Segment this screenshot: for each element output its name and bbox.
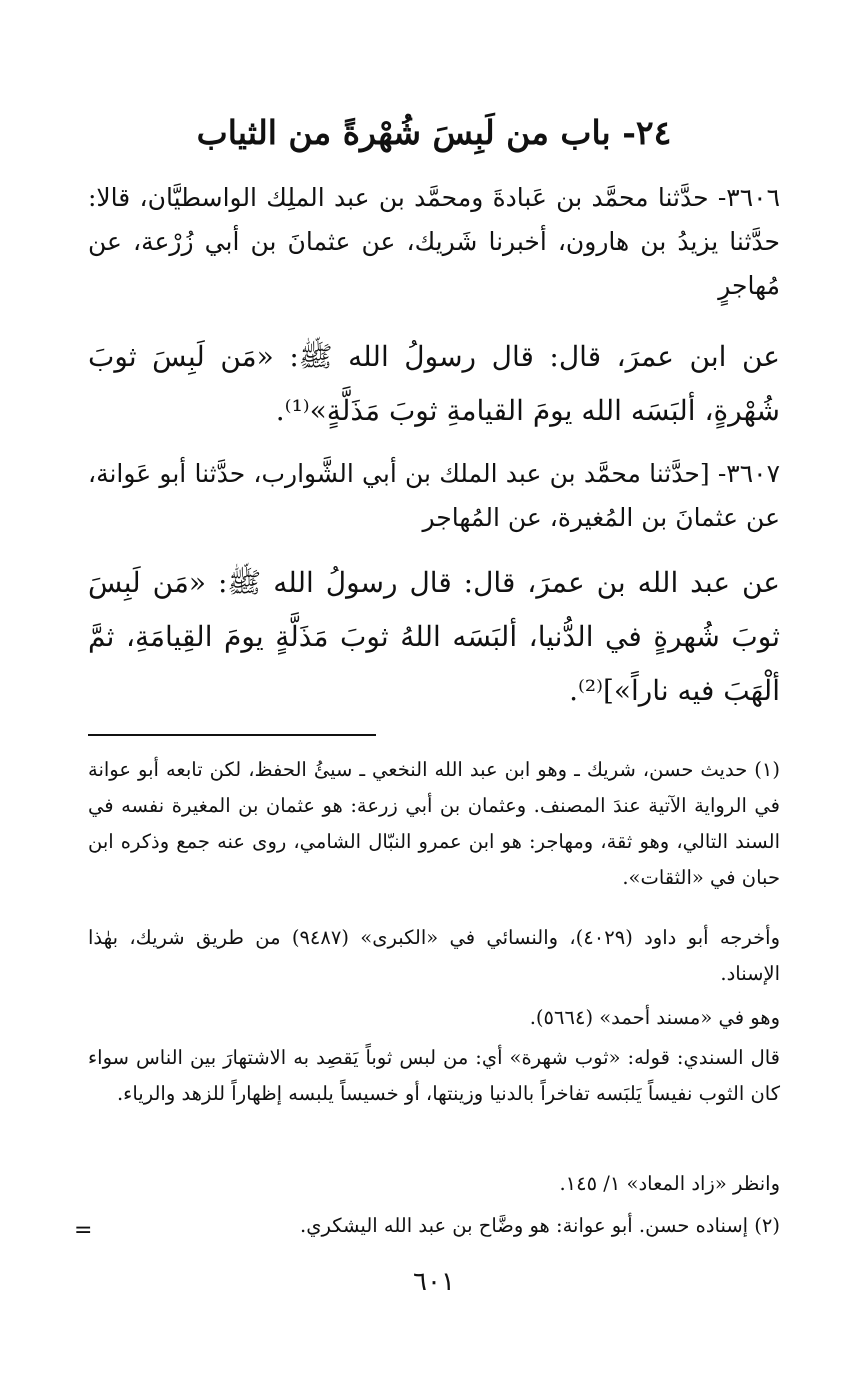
- footnote-1-zad-al-maad: وانظر «زاد المعاد» ١/ ١٤٥.: [559, 1172, 780, 1195]
- hadith-3607-isnad: ٣٦٠٧- [حدَّثنا محمَّد بن عبد الملك بن أبي الشَّوارب، حدَّثنا أبو عَوانة، عن عثمانَ بن المُغيرة، عن المُهاجر: [88, 459, 780, 532]
- footnote-1-takhrij: وأخرجه أبو داود (٤٠٢٩)، والنسائي في «الكبرى» (٩٤٨٧) من طريق شريك، بهٰذا الإسناد.: [88, 926, 781, 985]
- hadith-3606-isnad: ٣٦٠٦- حدَّثنا محمَّد بن عَبادةَ ومحمَّد بن عبد الملِك الواسطيَّان، قالا: حدَّثنا يزيدُ بن هارون، أخبرنا شَريك، عن عثمانَ بن أبي زُرْعة، عن مُهاجرٍ: [88, 183, 780, 300]
- footnote-2: (٢) إسناده حسن. أبو عوانة: هو وضَّاح بن عبد الله اليشكري.: [300, 1214, 780, 1237]
- footnote-1: (١) حديث حسن، شريك ـ وهو ابن عبد الله النخعي ـ سيئُ الحفظ، لكن تابعه أبو عوانة في الرواية الآتية عندَ المصنف. وعثمان بن أبي زرعة: هو عثمان بن المغيرة نفسه في السند التالي، وهو ثقة، ومهاجر: هو ابن عمرو النبّال الشامي، روى عنه جمع وذكره ابن حبان في «الثقات».: [88, 758, 780, 889]
- hadith-3607-matn: عن عبد الله بن عمرَ، قال: قال رسولُ الله ﷺ: «مَن لَبِسَ ثوبَ شُهرةٍ في الدُّنيا، ألبَسَه اللهُ ثوبَ مَذَلَّةٍ يومَ القِيامَةِ، ثمَّ ألْهَبَ فيه ناراً»]⁽²⁾.: [88, 566, 780, 707]
- chapter-title: ٢٤- باب من لَبِسَ شُهْرةً من الثياب: [196, 113, 672, 152]
- hadith-3606-matn: عن ابن عمرَ، قال: قال رسولُ الله ﷺ: «مَن لَبِسَ ثوبَ شُهْرةٍ، ألبَسَه الله يومَ القيامةِ ثوبَ مَذَلَّةٍ»⁽¹⁾.: [88, 340, 781, 427]
- footnote-1-musnad: وهو في «مسند أحمد» (٥٦٦٤).: [529, 1006, 780, 1029]
- page-number: ٦٠١: [413, 1267, 455, 1297]
- continuation-mark: =: [74, 1218, 93, 1243]
- footnote-1-sindi: قال السندي: قوله: «ثوب شهرة» أي: من لبس ثوباً يَقصِد به الاشتهارَ بين الناس سواء كان الثوب نفيساً يَلبَسه تفاخراً بالدنيا وزينتها، أو خسيساً يلبسه إظهاراً للزهد والرياء.: [88, 1046, 780, 1105]
- footnote-separator: [88, 734, 376, 736]
